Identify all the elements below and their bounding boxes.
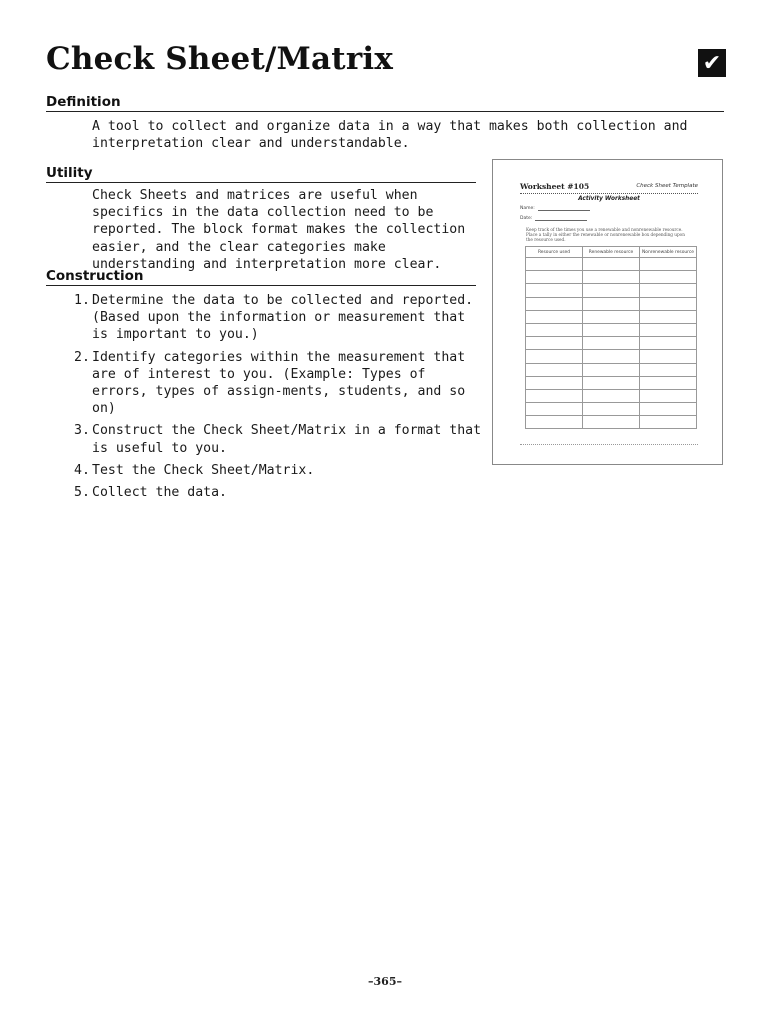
checkmark-icon: ✔ (698, 49, 726, 77)
table-row (526, 376, 697, 389)
name-line (538, 206, 590, 211)
table-cell (583, 376, 640, 389)
worksheet-thumbnail (492, 159, 723, 465)
construction-step (74, 484, 484, 501)
table-cell (640, 310, 697, 323)
table-cell (583, 323, 640, 336)
table-cell (583, 416, 640, 429)
worksheet-table (525, 246, 697, 429)
table-cell (583, 284, 640, 297)
table-cell (583, 403, 640, 416)
table-cell (583, 310, 640, 323)
worksheet-subtitle: Activity Worksheet (578, 196, 640, 202)
table-cell (640, 258, 697, 271)
utility-text: Check Sheets and matrices are useful when specifics in the data collection need to be reported. The block format makes the collection easier, and the clear categories make understanding and interpretation more clear. (92, 188, 466, 272)
table-row (526, 284, 697, 297)
construction-step (74, 422, 484, 456)
table-row (526, 297, 697, 310)
worksheet-footer-rule (520, 444, 698, 445)
worksheet-table-body (526, 258, 697, 429)
column-header: Renewable resource (583, 247, 640, 258)
table-cell (526, 389, 583, 402)
table-cell (526, 350, 583, 363)
step-text: Collect the data. (92, 485, 227, 501)
table-cell (640, 350, 697, 363)
table-cell (526, 363, 583, 376)
column-header: Resource used (526, 247, 583, 258)
table-cell (526, 323, 583, 336)
step-number: 4. (74, 462, 90, 478)
table-cell (583, 258, 640, 271)
worksheet-name-field (520, 206, 590, 211)
step-text: Test the Check Sheet/Matrix. (92, 462, 315, 478)
table-cell (640, 376, 697, 389)
worksheet-table-header (526, 247, 697, 258)
construction-step (74, 292, 484, 344)
table-cell (526, 271, 583, 284)
table-cell (640, 403, 697, 416)
definition-text: A tool to collect and organize data in a way that makes both collection and interpretation clear and understandable. (92, 119, 688, 152)
construction-step (74, 349, 484, 418)
table-row (526, 363, 697, 376)
table-cell (526, 310, 583, 323)
table-cell (583, 350, 640, 363)
step-text: Construct the Check Sheet/Matrix in a format that is useful to you. (92, 423, 482, 456)
worksheet-number: Worksheet #105 (520, 182, 590, 191)
table-cell (526, 258, 583, 271)
table-row (526, 337, 697, 350)
worksheet-header (520, 182, 698, 194)
table-row (526, 271, 697, 284)
table-cell (526, 403, 583, 416)
table-row (526, 310, 697, 323)
table-cell (583, 389, 640, 402)
table-cell (583, 337, 640, 350)
step-number: 2. (74, 349, 90, 365)
table-row (526, 258, 697, 271)
step-number: 3. (74, 423, 90, 439)
page-number: –365– (368, 975, 402, 988)
page-title: Check Sheet/Matrix (46, 41, 394, 77)
table-row (526, 323, 697, 336)
construction-step (74, 462, 484, 479)
step-text: Determine the data to be collected and reported. (Based upon the information or measurement that is important to you.) (92, 293, 474, 343)
step-number: 1. (74, 293, 90, 308)
table-row (526, 416, 697, 429)
name-label: Name: (520, 206, 535, 211)
step-text: Identify categories within the measurement that are of interest to you. (Example: Types of errors, types of assign-ments, students, and so on) (92, 349, 466, 417)
worksheet-template-label: Check Sheet Template (636, 183, 698, 189)
table-row (526, 389, 697, 402)
table-cell (640, 337, 697, 350)
date-line (535, 216, 587, 221)
table-cell (583, 363, 640, 376)
worksheet-date-field (520, 216, 587, 221)
step-number: 5. (74, 485, 90, 501)
table-cell (640, 271, 697, 284)
date-label: Date: (520, 216, 533, 221)
table-cell (583, 271, 640, 284)
construction-steps (74, 292, 484, 506)
construction-heading: Construction (46, 268, 476, 286)
table-cell (640, 323, 697, 336)
utility-heading: Utility (46, 165, 476, 183)
table-cell (526, 416, 583, 429)
definition-heading: Definition (46, 94, 724, 112)
table-cell (526, 284, 583, 297)
table-cell (526, 376, 583, 389)
table-cell (526, 337, 583, 350)
table-cell (640, 389, 697, 402)
table-cell (526, 297, 583, 310)
worksheet-instructions: Keep track of the times you use a renewable and nonrenewable resource. Place a tally in either the renewable or nonrenewable box depending upon the resource used. (526, 227, 685, 242)
table-row (526, 350, 697, 363)
table-cell (640, 284, 697, 297)
table-cell (583, 297, 640, 310)
table-cell (640, 297, 697, 310)
table-cell (640, 416, 697, 429)
table-row (526, 403, 697, 416)
column-header: Nonrenewable resource (640, 247, 697, 258)
table-cell (640, 363, 697, 376)
